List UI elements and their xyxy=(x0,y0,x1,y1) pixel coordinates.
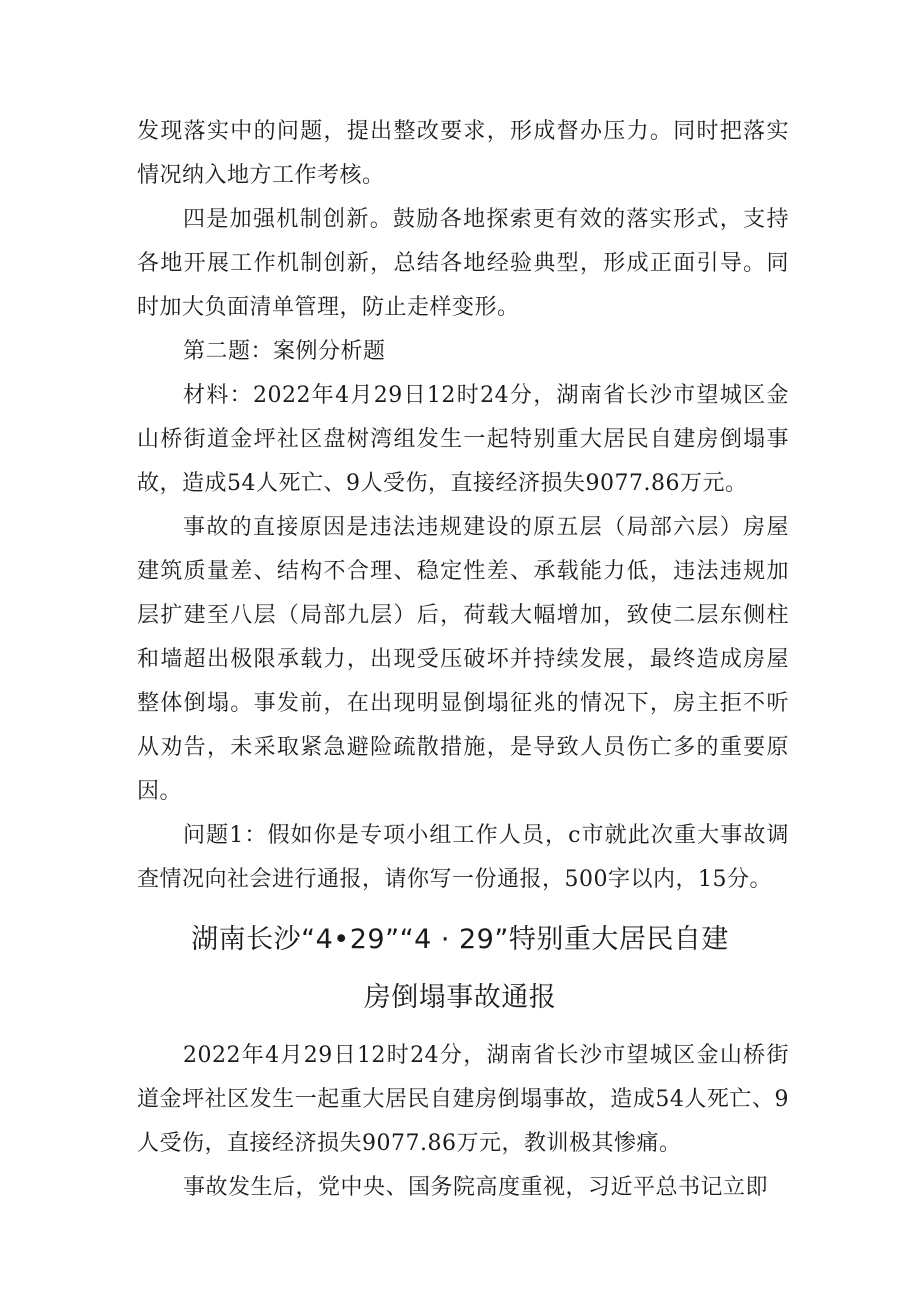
paragraph-question-1: 问题1：假如你是专项小组工作人员，c市就此次重大事故调查情况向社会进行通报，请你写一份通报，500字以内，15分。 xyxy=(137,823,789,892)
paragraph-after-accident: 事故发生后，党中央、国务院高度重视，习近平总书记立即 xyxy=(183,1175,769,1200)
paragraph-material: 材料：2022年4月29日12时24分，湖南省长沙市望城区金山桥街道金坪社区盘树湾组发生一起特别重大居民自建房倒塌事故，造成54人死亡、9人受伤，直接经济损失9077.86万元。 xyxy=(137,383,789,496)
report-title-line-1: 湖南长沙“4•29”“4 · 29”特别重大居民自建 xyxy=(191,924,729,955)
paragraph-report-intro: 2022年4月29日12时24分，湖南省长沙市望城区金山桥街道金坪社区发生一起重大居民自建房倒塌事故，造成54人死亡、9人受伤，直接经济损失9077.86万元，教训极其惨痛。 xyxy=(137,1043,789,1156)
paragraph-mechanism-innovation: 四是加强机制创新。鼓励各地探索更有效的落实形式，支持各地开展工作机制创新，总结各地经验典型，形成正面引导。同时加大负面清单管理，防止走样变形。 xyxy=(137,207,789,320)
paragraph-direct-cause: 事故的直接原因是违法违规建设的原五层（局部六层）房屋建筑质量差、结构不合理、稳定性差、承载能力低，违法违规加层扩建至八层（局部九层）后，荷载大幅增加，致使二层东侧柱和墙超出极限承载力，出现受压破坏并持续发展，最终造成房屋整体倒塌。事发前，在出现明显倒塌征兆的情况下，房主拒不听从劝告，未采取紧急避险疏散措施，是导致人员伤亡多的重要原因。 xyxy=(137,515,789,804)
section-heading-case-analysis: 第二题：案例分析题 xyxy=(183,339,386,364)
paragraph-continuation: 发现落实中的问题，提出整改要求，形成督办压力。同时把落实情况纳入地方工作考核。 xyxy=(137,119,789,188)
report-title-line-2: 房倒塌事故通报 xyxy=(363,982,557,1013)
